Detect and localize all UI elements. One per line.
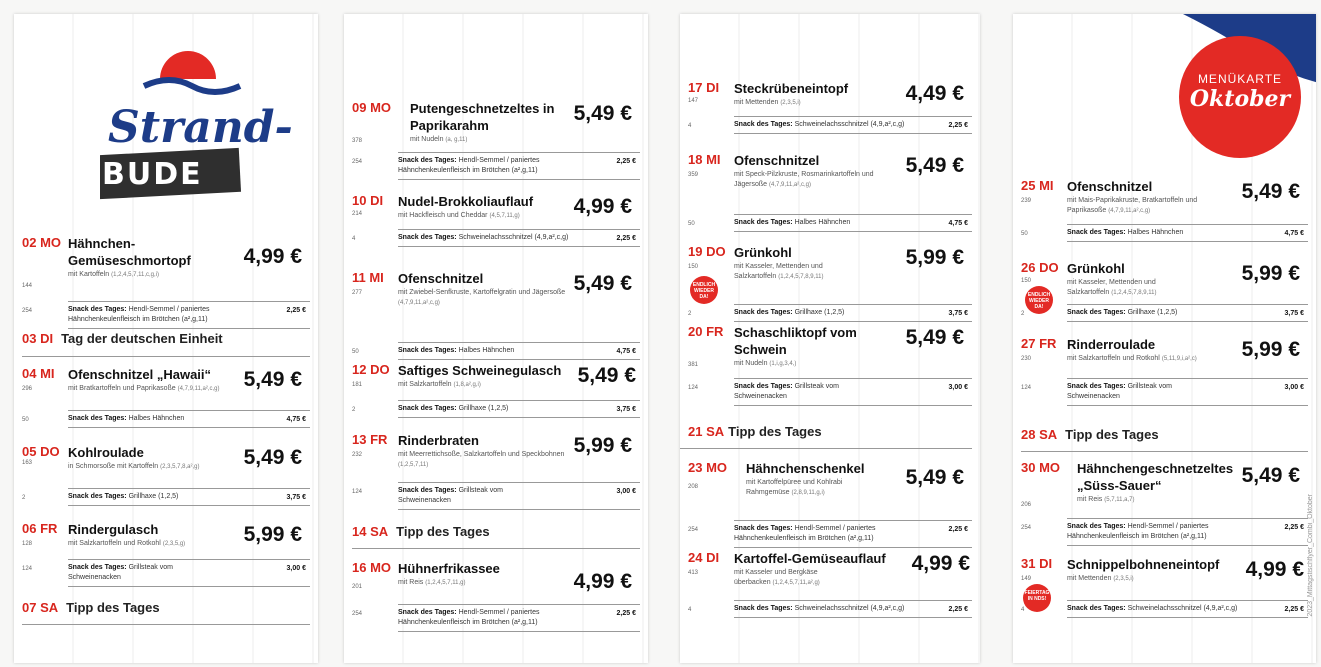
snack-row: 4 Snack des Tages: Schweinelachsschnitzel (4,9,a²,c,g) 2,25 € [734,116,972,134]
logo-word-bude: BUDE [102,157,203,192]
menu-panel-1: Strand- BUDE 02 MO Hähnchen-Gemüseschmortopf mit Kartoffeln (1,2,4,5,7,11,c,g,i) 4,99 € 144 254 Snack des Tages: Hendl-Semmel / paniertes Hähnchenkeulenfleisch im Brötchen (a²,g,11) 2,25 € 03 DI Tag der deutschen Einheit 04 MI Ofenschnitzel „Hawaii“ mit Bratkartoffeln und Paprikasoße (4,7,9,11,a²,c,g) 5,49 € 296 50 Snack des Tages: Halbes Hähnchen 4,75 € 05 DO Kohlroulade in Schmorsoße mit Kartoffeln (2,3,5,7,8,a²,g) 5,49 € 163 2 Snack des Tages: Grillhaxe (1,2,5) 3,75 € 06 FR Rindergulasch mit Salzkartoffeln und Rotkohl (2,3,5,g) 5,99 € 128 124 Snack des Tages: Grillsteak vom Schweinenacken 3,00 € 07 SA Tipp des Tages [14,14,318,663]
dish-title: Schnippelbohneneintopf mit Mettenden (2,3,5,i) [1067,557,1220,582]
dish-title: Ofenschnitzel „Hawaii“ mit Bratkartoffeln und Paprikasoße (4,7,9,11,a²,c,g) [68,367,220,392]
snack-row: 2 Snack des Tages: Grillhaxe (1,2,5) 3,75 € [734,304,972,322]
snack-row: 254 Snack des Tages: Hendl-Semmel / paniertes Hähnchenkeulenfleisch im Brötchen (a²,g,11) 2,25 € [1067,518,1308,546]
snack-row: 4 Snack des Tages: Schweinelachsschnitzel (4,9,a²,c,g) 2,25 € [398,229,640,247]
snack-row: 50 Snack des Tages: Halbes Hähnchen 4,75 € [1067,224,1308,242]
snack-row: 2 Snack des Tages: Grillhaxe (1,2,5) 3,75 € [398,400,640,418]
dish-title: Hähnchen-Gemüseschmortopf mit Kartoffeln (1,2,4,5,7,11,c,g,i) [68,236,191,278]
dish-title: Kartoffel-Gemüseauflauf mit Kasseler und Bergkäse überbacken (1,2,4,5,7,11,a²,g) [734,551,886,586]
snack-row: 254 Snack des Tages: Hendl-Semmel / paniertes Hähnchenkeulenfleisch im Brötchen (a²,g,11) 2,25 € [398,604,640,632]
tipp-row: 14 SA Tipp des Tages [352,524,490,539]
dish-title: Grünkohl mit Kasseler, Mettenden und Salzkartoffeln (1,2,4,5,7,8,9,11) [734,245,824,280]
snack-row: 254 Snack des Tages: Hendl-Semmel / paniertes Hähnchenkeulenfleisch im Brötchen (a²,g,11) 2,25 € [68,301,310,329]
snack-row: 124 Snack des Tages: Grillsteak vom Schweinenacken 3,00 € [734,378,972,406]
tipp-row: 07 SA Tipp des Tages [22,600,160,615]
day-label: 02 MO [22,235,62,250]
holiday-row: 03 DI Tag der deutschen Einheit [22,331,223,346]
menu-panel-4: MENÜKARTE Oktober 25 MI Ofenschnitzel mit Mais-Paprikakruste, Bratkartoffeln und Paprikasoße (4,7,9,11,a²,c,g) 5,49 € 239 50 Snack des Tages: Halbes Hähnchen 4,75 € 26 DO Grünkohl mit Kasseler, Mettenden und Salzkartoffeln (1,2,4,5,7,8,9,11) 5,99 € 150 ENDLICH WIEDER DA! 2 Snack des Tages: Grillhaxe (1,2,5) 3,75 € 27 FR Rinderroulade mit Salzkartoffeln und Rotkohl (5,11,9,i,a²,c) 5,99 € 230 124 Snack des Tages: Grillsteak vom Schweinenacken 3,00 € 28 SA Tipp des Tages 30 MO Hähnchengeschnetzeltes „Süss-Sauer“ mit Reis (5,7,11,a,7) 5,49 € 206 254 Snack des Tages: Hendl-Semmel / paniertes Hähnchenkeulenfleisch im Brötchen (a²,g,11) 2,25 € 31 DI Schnippelbohneneintopf mit Mettenden (2,3,5,i) 4,99 € 149 FEIERTAG IN NDS! 4 Snack des Tages: Schweinelachsschnitzel (4,9,a²,c,g) 2,25 € 2023_Mittagstischflyer_Combi_Oktober [1013,14,1316,663]
logo-word-strand: Strand- [108,102,293,153]
menukarte-badge: MENÜKARTE Oktober [1179,36,1301,158]
dish-price: 4,99 € [243,245,302,268]
dish-title: Nudel-Brokkoliauflauf mit Hackfleisch und Cheddar (4,5,7,11,g) [398,194,534,219]
snack-row: 50 Snack des Tages: Halbes Hähnchen 4,75 € [68,410,310,428]
tipp-row: 28 SA Tipp des Tages [1021,427,1159,442]
tipp-row: 21 SA Tipp des Tages [688,424,822,439]
endlich-wieder-da-seal: ENDLICH WIEDER DA! [1025,286,1053,314]
dish-title: Saftiges Schweinegulasch mit Salzkartoffeln (1,8,a²,g,i) [398,363,562,388]
kcal: 144 [22,283,33,289]
dish-title: Ofenschnitzel mit Speck-Pilzkruste, Rosmarinkartoffeln und Jägersoße (4,7,9,11,a²,c,g) [734,153,874,188]
dish-title: Hähnchenschenkel mit Kartoffelpüree und Kohlrabi Rahmgemüse (2,8,9,11,g,i) [746,461,865,496]
dish-title: Steckrübeneintopf mit Mettenden (2,3,5,i) [734,81,849,106]
dish-title: Rinderroulade mit Salzkartoffeln und Rotkohl (5,11,9,i,a²,c) [1067,337,1197,362]
dish-title: Putengeschnetzeltes in Paprikarahm mit Nudeln (a, g,11) [410,101,555,143]
snack-row: 124 Snack des Tages: Grillsteak vom Schweinenacken 3,00 € [398,482,640,510]
menu-panel-3: 17 DI Steckrübeneintopf mit Mettenden (2,3,5,i) 4,49 € 147 4 Snack des Tages: Schweinelachsschnitzel (4,9,a²,c,g) 2,25 € 18 MI Ofenschnitzel mit Speck-Pilzkruste, Rosmarinkartoffeln und Jägersoße (4,7,9,11,a²,c,g) 5,49 € 359 50 Snack des Tages: Halbes Hähnchen 4,75 € 19 DO Grünkohl mit Kasseler, Mettenden und Salzkartoffeln (1,2,4,5,7,8,9,11) 5,99 € 150 ENDLICH WIEDER DA! 2 Snack des Tages: Grillhaxe (1,2,5) 3,75 € 20 FR Schaschliktopf vom Schwein mit Nudeln (1,i,g,3,4,) 5,49 € 381 124 Snack des Tages: Grillsteak vom Schweinenacken 3,00 € 21 SA Tipp des Tages 23 MO Hähnchenschenkel mit Kartoffelpüree und Kohlrabi Rahmgemüse (2,8,9,11,g,i) 5,49 € 208 254 Snack des Tages: Hendl-Semmel / paniertes Hähnchenkeulenfleisch im Brötchen (a²,g,11) 2,25 € 24 DI Kartoffel-Gemüseauflauf mit Kasseler und Bergkäse überbacken (1,2,4,5,7,11,a²,g) 4,99 € 413 4 Snack des Tages: Schweinelachsschnitzel (4,9,a²,c,g) 2,25 € [680,14,980,663]
snack-row: 50 Snack des Tages: Halbes Hähnchen 4,75 € [398,342,640,360]
dish-title: Ofenschnitzel mit Mais-Paprikakruste, Bratkartoffeln und Paprikasoße (4,7,9,11,a²,c,g) [1067,179,1198,214]
endlich-wieder-da-seal: ENDLICH WIEDER DA! [690,276,718,304]
dish-title: Grünkohl mit Kasseler, Mettenden und Salzkartoffeln (1,2,4,5,7,8,9,11) [1067,261,1157,296]
dish-title: Ofenschnitzel mit Zwiebel-Senfkruste, Kartoffelgratin und Jägersoße (4,7,9,11,a²,c,g) [398,271,566,306]
snack-row: 4 Snack des Tages: Schweinelachsschnitzel (4,9,a²,c,g) 2,25 € [734,600,972,618]
snack-row: 124 Snack des Tages: Grillsteak vom Schweinenacken 3,00 € [68,559,310,587]
dish-title: Hähnchengeschnetzeltes „Süss-Sauer“ mit Reis (5,7,11,a,7) [1077,461,1234,503]
dish-title: Kohlroulade in Schmorsoße mit Kartoffeln (2,3,5,7,8,a²,g) [68,445,200,470]
snack-row: 4 Snack des Tages: Schweinelachsschnitzel (4,9,a²,c,g) 2,25 € [1067,600,1308,618]
snack-row: 2 Snack des Tages: Grillhaxe (1,2,5) 3,75 € [68,488,310,506]
dish-title: Hühnerfrikassee mit Reis (1,2,4,5,7,11,g) [398,561,500,586]
menu-panel-2: 09 MO Putengeschnetzeltes in Paprikarahm mit Nudeln (a, g,11) 5,49 € 378 254 Snack des Tages: Hendl-Semmel / paniertes Hähnchenkeulenfleisch im Brötchen (a²,g,11) 2,25 € 10 DI Nudel-Brokkoliauflauf mit Hackfleisch und Cheddar (4,5,7,11,g) 4,99 € 214 4 Snack des Tages: Schweinelachsschnitzel (4,9,a²,c,g) 2,25 € 11 MI Ofenschnitzel mit Zwiebel-Senfkruste, Kartoffelgratin und Jägersoße (4,7,9,11,a²,c,g) 5,49 € 277 50 Snack des Tages: Halbes Hähnchen 4,75 € 12 DO Saftiges Schweinegulasch mit Salzkartoffeln (1,8,a²,g,i) 5,49 € 181 2 Snack des Tages: Grillhaxe (1,2,5) 3,75 € 13 FR Rinderbraten mit Meerrettichsoße, Salzkartoffeln und Speckbohnen (1,2,5,7,11) 5,99 € 232 124 Snack des Tages: Grillsteak vom Schweinenacken 3,00 € 14 SA Tipp des Tages 16 MO Hühnerfrikassee mit Reis (1,2,4,5,7,11,g) 4,99 € 201 254 Snack des Tages: Hendl-Semmel / paniertes Hähnchenkeulenfleisch im Brötchen (a²,g,11) 2,25 € [344,14,648,663]
snack-row: 254 Snack des Tages: Hendl-Semmel / paniertes Hähnchenkeulenfleisch im Brötchen (a²,g,11) 2,25 € [734,520,972,548]
dish-title: Rinderbraten mit Meerrettichsoße, Salzkartoffeln und Speckbohnen (1,2,5,7,11) [398,433,565,468]
dish-title: Schaschliktopf vom Schwein mit Nudeln (1,i,g,3,4,) [734,325,857,367]
snack-row: 50 Snack des Tages: Halbes Hähnchen 4,75 € [734,214,972,232]
feiertag-seal: FEIERTAG IN NDS! [1023,584,1051,612]
strandbude-logo [100,34,300,204]
dish-title: Rindergulasch mit Salzkartoffeln und Rotkohl (2,3,5,g) [68,522,186,547]
snack-row: 254 Snack des Tages: Hendl-Semmel / paniertes Hähnchenkeulenfleisch im Brötchen (a²,g,11) 2,25 € [398,152,640,180]
snack-row: 124 Snack des Tages: Grillsteak vom Schweinenacken 3,00 € [1067,378,1308,406]
snack-row: 2 Snack des Tages: Grillhaxe (1,2,5) 3,75 € [1067,304,1308,322]
file-note: 2023_Mittagstischflyer_Combi_Oktober [1307,494,1314,617]
